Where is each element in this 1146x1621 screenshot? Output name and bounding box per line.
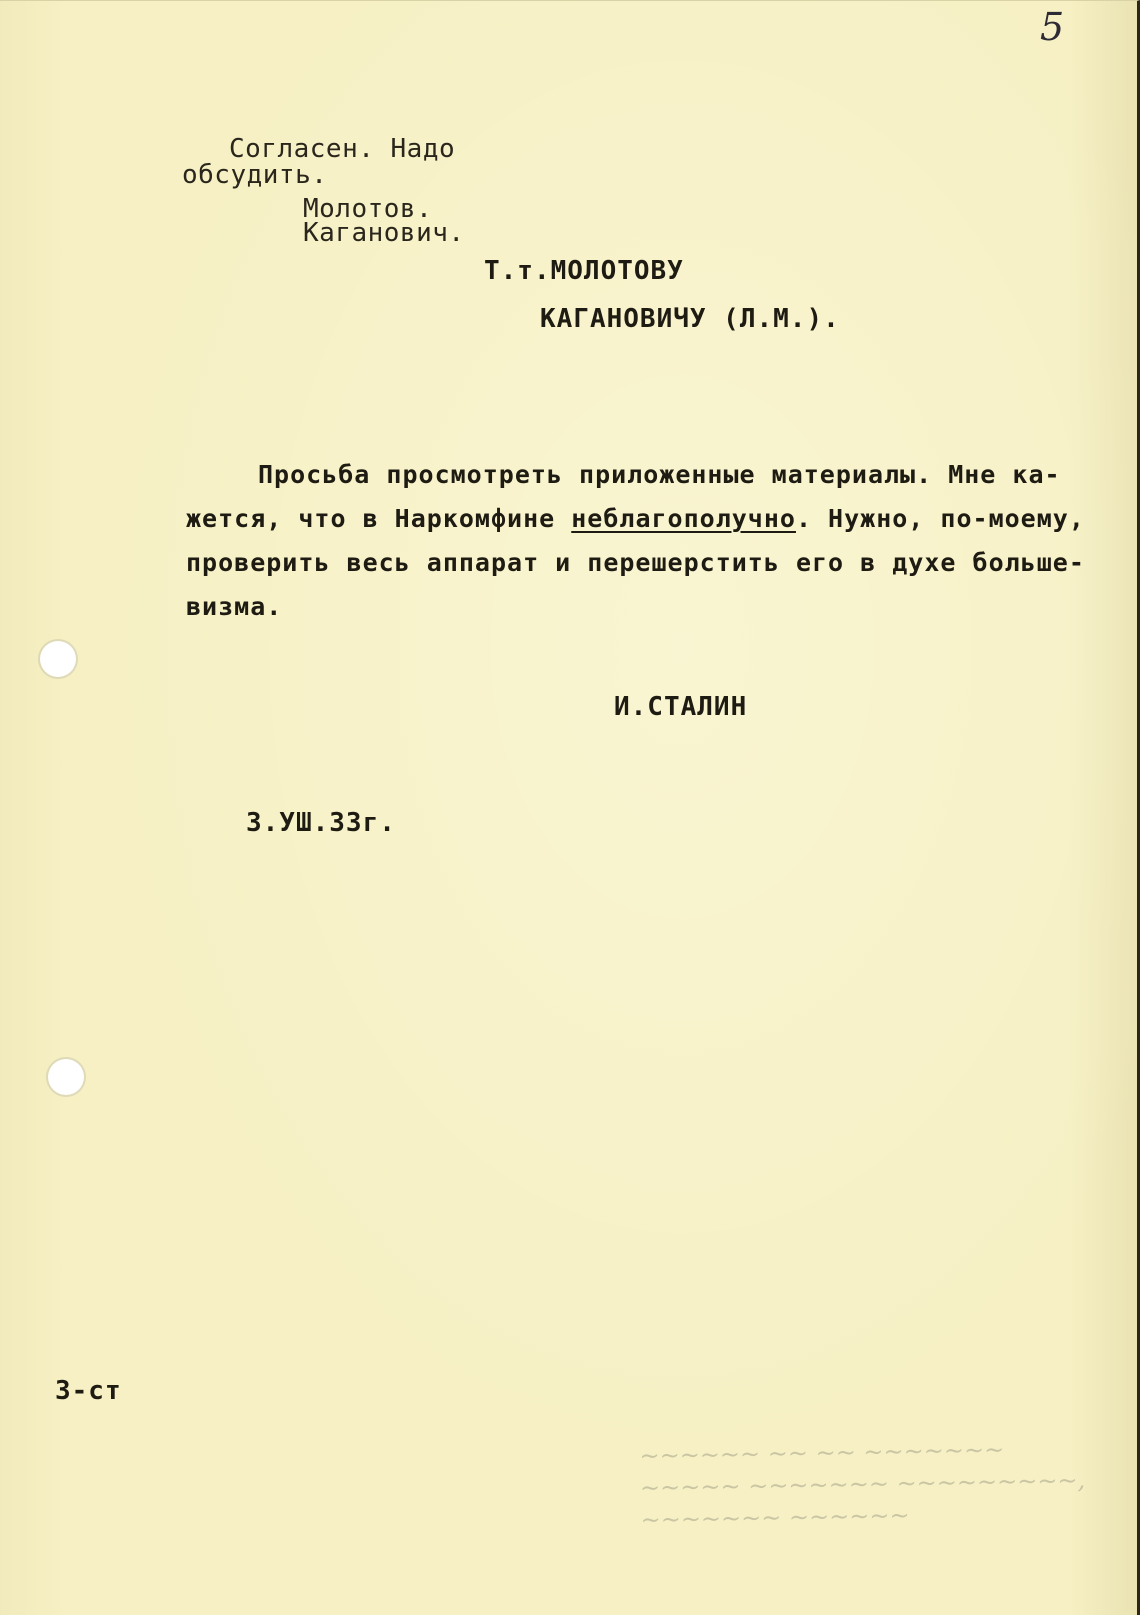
page-number: 5 — [1040, 5, 1065, 49]
date: 3.УШ.33г. — [246, 808, 396, 838]
punch-hole-bottom — [48, 1059, 84, 1095]
body-line-3: проверить весь аппарат и перешерстить его в духе больше- — [186, 548, 1085, 577]
resolution-line-1: Согласен. Надо — [229, 134, 456, 164]
resolution-line-2: обсудить. — [182, 160, 328, 190]
resolution-signature-kaganovich: Каганович. — [303, 218, 465, 248]
body-line-2-suffix: . Нужно, по-моему, — [795, 504, 1085, 533]
punch-hole-top — [40, 641, 76, 677]
body-line-1: Просьба просмотреть приложенные материалы. Мне ка- — [258, 460, 1061, 489]
faded-handwritten-note: ~~~~~~ ~~ ~~ ~~~~~~~ ~~~~~ ~~~~~~~ ~~~~~~~~~, ~~~~~~~ ~~~~~~ — [639, 1435, 1086, 1534]
signature: И.СТАЛИН — [614, 692, 748, 722]
underlined-word: неблагополучно — [571, 504, 796, 533]
addressee-line-2: КАГАНОВИЧУ (Л.М.). — [540, 304, 840, 334]
body-line-4: визма. — [186, 592, 283, 621]
footer-code: 3-ст — [55, 1376, 122, 1406]
body-line-2-prefix: жется, что в Наркомфине — [186, 504, 572, 533]
addressee-line-1: Т.т.МОЛОТОВУ — [484, 256, 684, 286]
body-line-2 — [186, 497, 1085, 541]
resolution-signature-molotov: Молотов. — [303, 194, 433, 224]
